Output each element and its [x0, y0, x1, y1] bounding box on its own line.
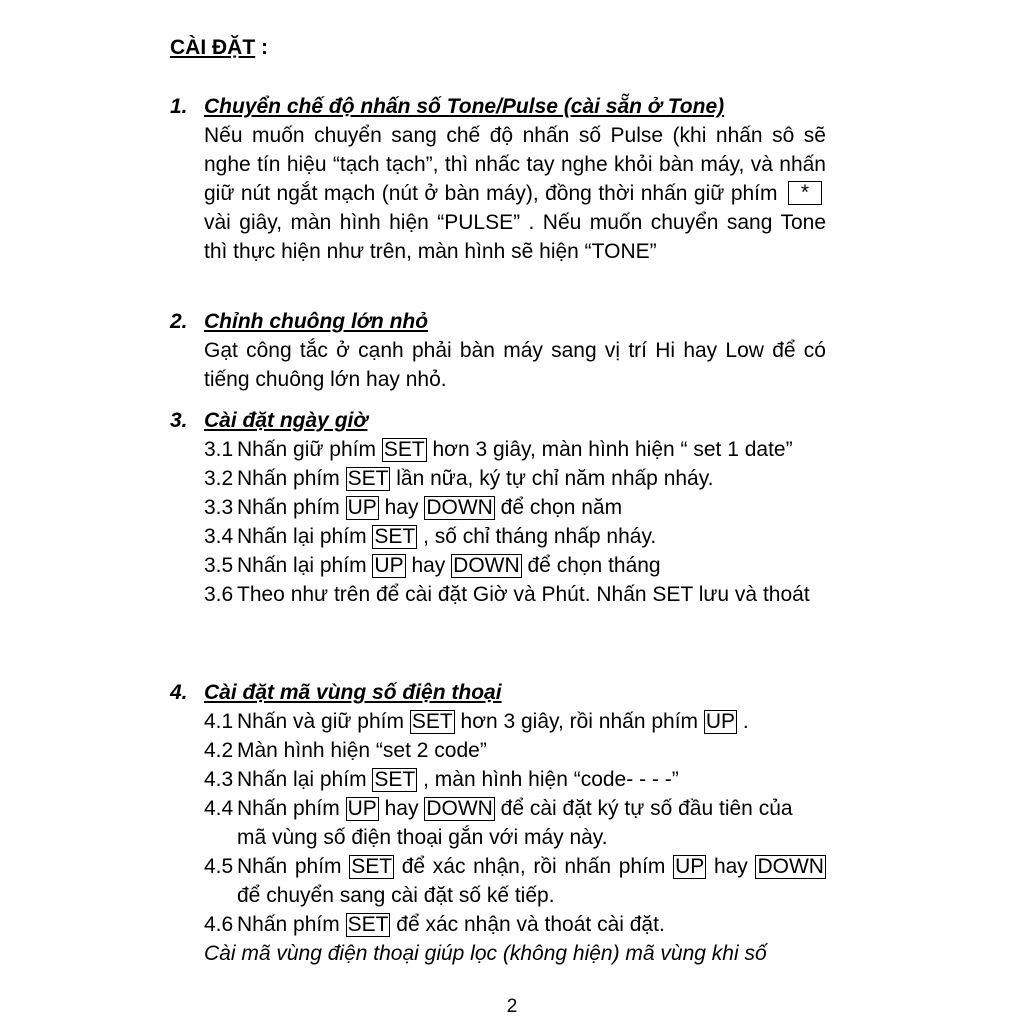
set-key-label: SET	[411, 710, 453, 733]
step-item: 4.2 Màn hình hiện “set 2 code”	[204, 739, 487, 762]
step-list	[204, 707, 826, 939]
step-item: 4.3 Nhấn lại phím SET , màn hình hiện “code- - - -”	[204, 768, 679, 791]
page-number: 2	[506, 996, 518, 1017]
step-item: 3.4 Nhấn lại phím SET , số chỉ tháng nhấp nháy.	[204, 525, 657, 548]
section-tone-pulse	[170, 92, 826, 266]
down-key-label: DOWN	[453, 554, 520, 577]
up-key-label: UP	[347, 797, 377, 820]
area-code-note: Cài mã vùng điện thoại giúp lọc (không hiện) mã vùng khi số	[204, 942, 767, 965]
step-item: 4.5 Nhấn phím SET để xác nhận, rồi nhấn phím UP hay DOWN để chuyển sang cài đặt số kế tiếp.	[204, 855, 824, 907]
up-key-label: UP	[374, 554, 404, 577]
star-key-label: *	[788, 181, 822, 205]
set-key-label: SET	[351, 855, 393, 878]
step-item: 3.6 Theo như trên để cài đặt Giờ và Phút. Nhấn SET lưu và thoát	[204, 583, 810, 606]
section-ringer-volume	[170, 307, 826, 394]
set-key-label: SET	[374, 768, 416, 791]
set-key-label: SET	[347, 467, 389, 490]
step-list	[204, 435, 826, 609]
step-item: 3.5 Nhấn lại phím UP hay DOWN để chọn tháng	[204, 554, 661, 577]
section-body: Gạt công tắc ở cạnh phải bàn máy sang vị trí Hi hay Low để có tiếng chuông lớn hay nhỏ.	[204, 339, 826, 391]
section-body: Nếu muốn chuyển sang chế độ nhấn số Pulse (khi nhấn sô sẽ nghe tín hiệu “tạch tạch”, thì nhấc tay nghe khỏi bàn máy, và nhấn giữ nút ngắt mạch (nút ở bàn máy), đồng thời nhấn giữ phím * vài giây, màn hình hiện “PULSE” . Nếu muốn chuyển sang Tone thì thực hiện như trên, màn hình sẽ hiện “TONE”	[204, 124, 826, 263]
section-heading: 4. Cài đặt mã vùng số điện thoại	[170, 681, 502, 704]
down-key-label: DOWN	[757, 855, 824, 878]
step-item: 4.1 Nhấn và giữ phím SET hơn 3 giây, rồi nhấn phím UP .	[204, 710, 749, 733]
set-key-label: SET	[347, 913, 389, 936]
set-key-label: SET	[374, 525, 416, 548]
step-item: 3.2 Nhấn phím SET lần nữa, ký tự chỉ năm nhấp nháy.	[204, 467, 714, 490]
page-title: CÀI ĐẶT :	[170, 36, 269, 59]
set-key-label: SET	[383, 438, 425, 461]
down-key-label: DOWN	[426, 496, 493, 519]
section-date-time	[170, 406, 826, 609]
up-key-label: UP	[675, 855, 705, 878]
step-item: 4.6 Nhấn phím SET để xác nhận và thoát cài đặt.	[204, 913, 665, 936]
section-heading: 2. Chỉnh chuông lớn nhỏ	[170, 310, 429, 333]
section-heading: 1. Chuyển chế độ nhấn số Tone/Pulse (cài sẵn ở Tone)	[170, 95, 725, 118]
up-key-label: UP	[347, 496, 377, 519]
section-area-code	[170, 678, 826, 968]
up-key-label: UP	[705, 710, 736, 733]
step-item: 3.3 Nhấn phím UP hay DOWN để chọn năm	[204, 496, 623, 519]
step-item: 4.4 Nhấn phím UP hay DOWN để cài đặt ký tự số đầu tiên của mã vùng số điện thoại gắn với máy này.	[204, 797, 793, 849]
step-item: 3.1 Nhấn giữ phím SET hơn 3 giây, màn hình hiện “ set 1 date”	[204, 438, 793, 461]
down-key-label: DOWN	[426, 797, 493, 820]
section-heading: 3. Cài đặt ngày giờ	[170, 409, 368, 432]
